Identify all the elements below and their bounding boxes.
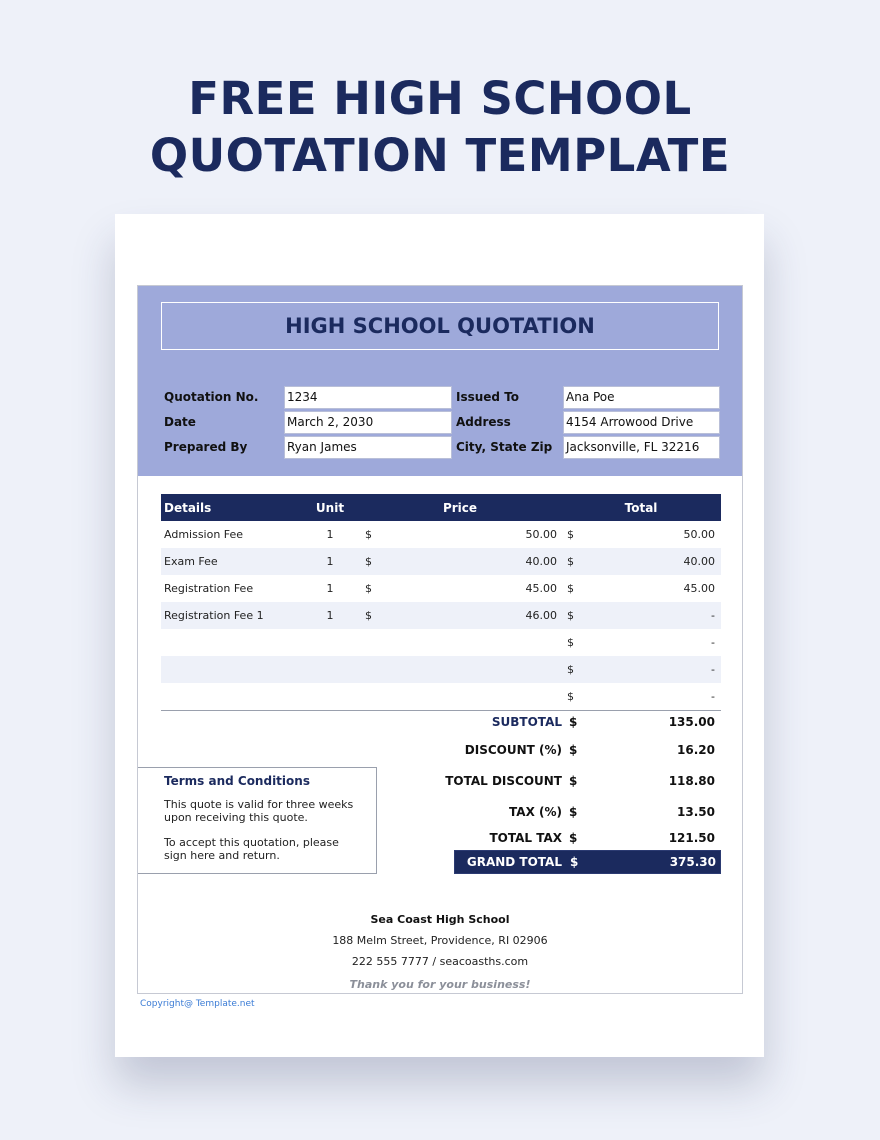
city-state-zip-field[interactable]: Jacksonville, FL 32216 <box>563 436 720 459</box>
cell-details[interactable]: Admission Fee <box>164 528 244 541</box>
subtotal-currency: $ <box>569 715 578 729</box>
page-heading-line2: QUOTATION TEMPLATE <box>149 129 731 182</box>
total-discount-label: TOTAL DISCOUNT <box>445 774 562 788</box>
quotation-title: HIGH SCHOOL QUOTATION <box>161 302 719 350</box>
footer-thanks: Thank you for your business! <box>349 978 531 991</box>
date-field[interactable]: March 2, 2030 <box>284 411 452 434</box>
discount-value[interactable]: 16.20 <box>677 743 715 757</box>
total-tax-currency: $ <box>569 831 578 845</box>
quotation-document <box>137 285 743 994</box>
cell-total: - <box>591 602 721 629</box>
page-heading <box>0 70 880 184</box>
cell-unit[interactable] <box>301 629 359 656</box>
address-field[interactable]: 4154 Arrowood Drive <box>563 411 720 434</box>
discount-label: DISCOUNT (%) <box>464 743 562 757</box>
total-tax-value: 121.50 <box>668 831 715 845</box>
cell-price-currency: $ <box>365 582 372 595</box>
table-row <box>161 521 721 548</box>
cell-total: 45.00 <box>683 582 716 595</box>
terms-text-1: This quote is valid for three weeks upon receiving this quote. <box>164 798 354 824</box>
cell-total: 40.00 <box>591 548 721 575</box>
terms-title: Terms and Conditions <box>164 774 310 788</box>
cell-price-currency <box>359 683 387 710</box>
table-row <box>161 656 721 683</box>
table-row <box>161 683 721 710</box>
table-row <box>161 602 721 629</box>
cell-details[interactable] <box>161 683 301 710</box>
cell-total-currency: $ <box>567 582 575 595</box>
header-band <box>138 286 742 476</box>
cell-total-currency: $ <box>567 636 575 649</box>
cell-price[interactable] <box>387 656 561 683</box>
cell-price-currency: $ <box>365 528 372 541</box>
city-state-zip-label: City, State Zip <box>456 440 553 454</box>
footer-school-name: Sea Coast High School <box>370 913 510 926</box>
cell-price-currency: $ <box>359 548 387 575</box>
cell-total: - <box>591 656 721 683</box>
quotation-sheet <box>115 214 764 1057</box>
table-row <box>161 575 721 602</box>
tax-currency: $ <box>569 805 578 819</box>
cell-price-currency: $ <box>359 602 387 629</box>
table-row <box>161 629 721 656</box>
cell-total-currency: $ <box>561 548 591 575</box>
issued-to-label: Issued To <box>456 390 520 404</box>
cell-price[interactable] <box>387 629 561 656</box>
cell-total: - <box>711 636 716 649</box>
cell-total: 50.00 <box>683 528 716 541</box>
cell-price[interactable]: 45.00 <box>525 582 558 595</box>
cell-details[interactable] <box>161 629 301 656</box>
cell-unit[interactable] <box>301 656 359 683</box>
grand-total-label: GRAND TOTAL <box>466 855 562 869</box>
cell-price[interactable]: 50.00 <box>525 528 558 541</box>
subtotal-label: SUBTOTAL <box>491 715 562 729</box>
grand-total-bar <box>454 850 721 874</box>
page-heading-line1: FREE HIGH SCHOOL <box>188 72 692 125</box>
header-total: Total <box>561 494 721 521</box>
cell-price-currency <box>359 656 387 683</box>
cell-unit[interactable] <box>301 683 359 710</box>
cell-price-currency <box>359 629 387 656</box>
cell-price[interactable]: 46.00 <box>387 602 561 629</box>
cell-total: - <box>711 690 716 703</box>
cell-total-currency: $ <box>567 690 575 703</box>
cell-unit[interactable]: 1 <box>326 528 334 541</box>
issued-to-field[interactable]: Ana Poe <box>563 386 720 409</box>
grand-total-currency: $ <box>570 855 579 869</box>
cell-unit[interactable]: 1 <box>326 582 334 595</box>
cell-price[interactable]: 40.00 <box>387 548 561 575</box>
date-label: Date <box>164 415 196 429</box>
cell-total-currency: $ <box>561 656 591 683</box>
subtotal-value: 135.00 <box>668 715 715 729</box>
terms-text-2: To accept this quotation, please sign here and return. <box>164 836 339 862</box>
cell-details[interactable]: Registration Fee 1 <box>161 602 301 629</box>
header-details: Details <box>161 494 301 521</box>
header-price: Price <box>359 494 561 521</box>
grand-total-value: 375.30 <box>669 855 716 869</box>
cell-price[interactable] <box>387 683 561 710</box>
address-label: Address <box>456 415 511 429</box>
table-row <box>161 548 721 575</box>
total-tax-label: TOTAL TAX <box>489 831 562 845</box>
total-discount-value: 118.80 <box>668 774 715 788</box>
cell-total-currency: $ <box>561 602 591 629</box>
tax-label: TAX (%) <box>509 805 562 819</box>
items-table <box>161 494 721 710</box>
prepared-by-field[interactable]: Ryan James <box>284 436 452 459</box>
table-header-row <box>161 494 721 521</box>
prepared-by-label: Prepared By <box>164 440 248 454</box>
tax-value[interactable]: 13.50 <box>677 805 715 819</box>
cell-unit[interactable]: 1 <box>301 602 359 629</box>
footer-contact: 222 555 7777 / seacoasths.com <box>351 955 529 968</box>
discount-currency: $ <box>569 743 578 757</box>
cell-details[interactable]: Exam Fee <box>161 548 301 575</box>
terms-box <box>138 767 377 874</box>
cell-total-currency: $ <box>567 528 575 541</box>
copyright-link[interactable]: Copyright@ Template.net <box>140 999 255 1009</box>
cell-details[interactable]: Registration Fee <box>164 582 254 595</box>
quotation-no-field[interactable]: 1234 <box>284 386 452 409</box>
header-unit: Unit <box>301 494 359 521</box>
cell-unit[interactable]: 1 <box>301 548 359 575</box>
cell-details[interactable] <box>161 656 301 683</box>
total-discount-currency: $ <box>569 774 578 788</box>
table-bottom-rule <box>161 710 721 711</box>
quotation-no-label: Quotation No. <box>164 390 259 404</box>
footer-address: 188 Melm Street, Providence, RI 02906 <box>332 934 548 947</box>
